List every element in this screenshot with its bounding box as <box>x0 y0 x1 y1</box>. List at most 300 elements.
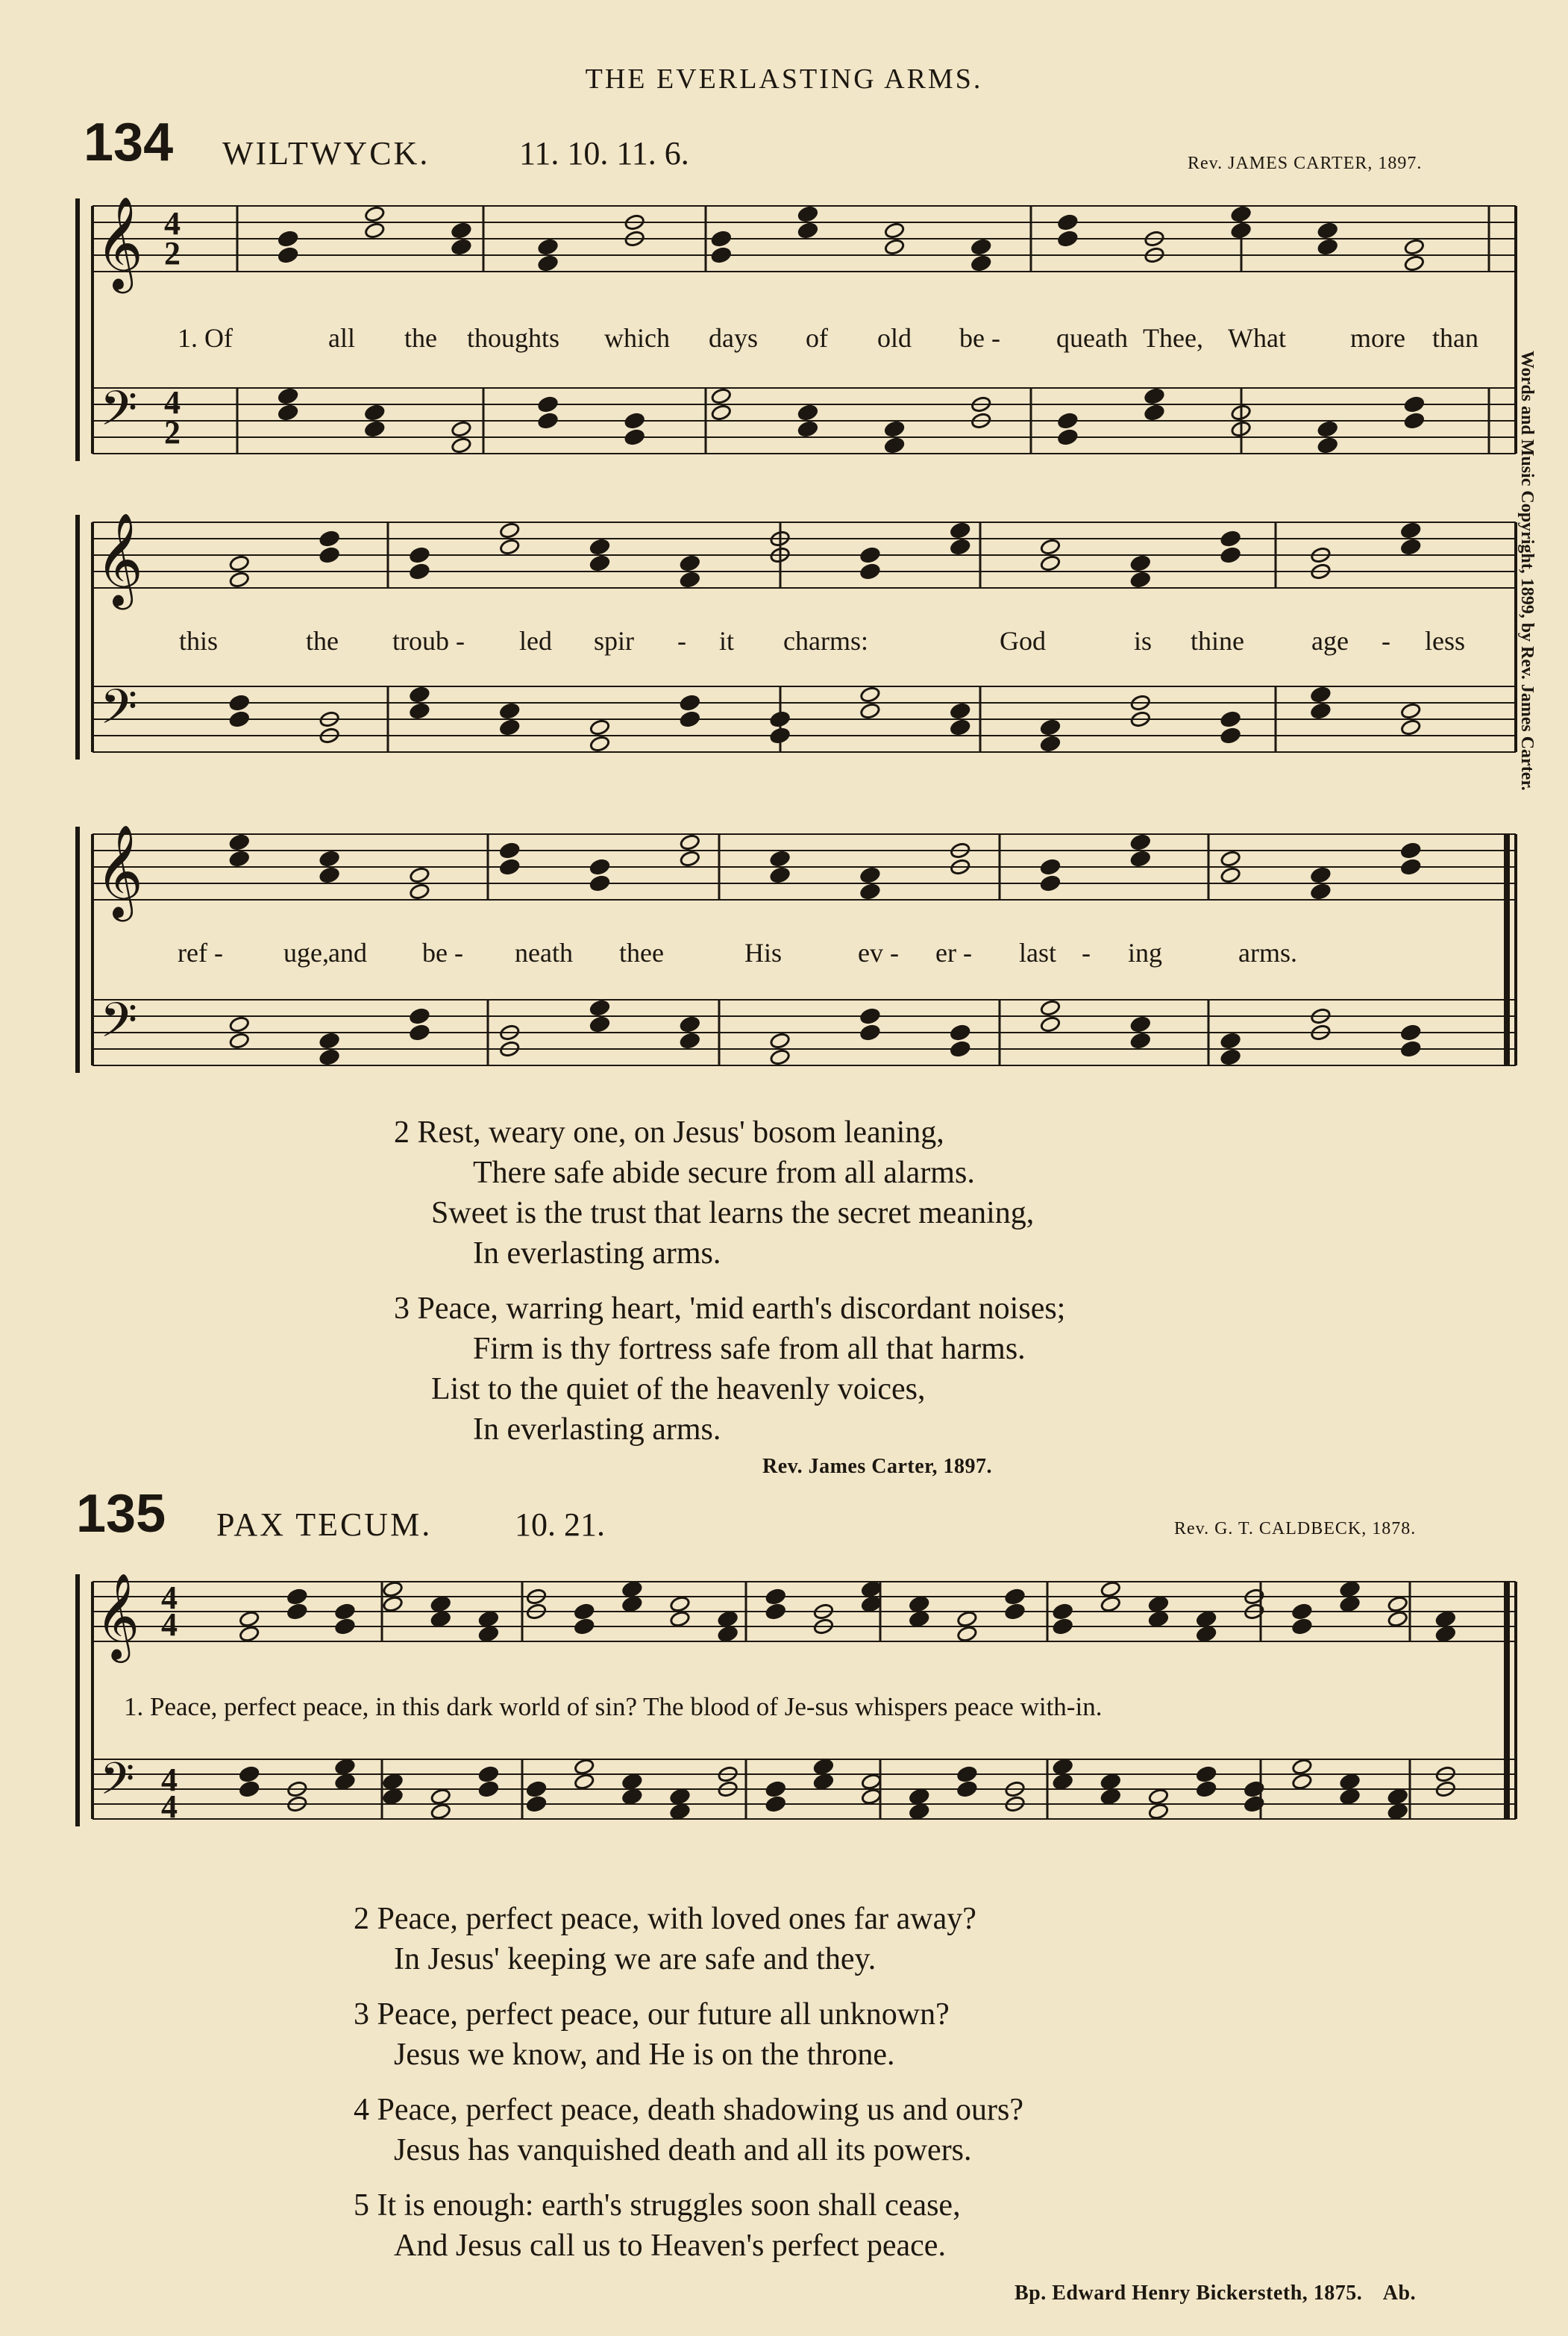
note-head <box>319 1032 340 1049</box>
lyric-syllable: of <box>806 323 828 353</box>
note-head <box>711 404 732 421</box>
note-head <box>770 850 791 867</box>
verse-line: Sweet is the trust that learns the secret meaning, <box>431 1196 1035 1230</box>
note-head <box>286 1588 307 1605</box>
note-head <box>478 1610 499 1627</box>
hymn-134-tune: WILTWYCK. <box>222 135 430 172</box>
note-head <box>1400 1040 1421 1057</box>
verse-line: 3 Peace, perfect peace, our future all unknown? <box>354 1997 950 2032</box>
note-head <box>499 538 520 555</box>
note-head <box>970 254 991 272</box>
verse-line: In Jesus' keeping we are safe and they. <box>394 1942 876 1976</box>
lyric-syllable: ing <box>1128 938 1163 968</box>
note-head <box>1340 1580 1361 1597</box>
note-head <box>711 387 732 404</box>
note-head <box>1130 1015 1151 1033</box>
verse-line: And Jesus call us to Heaven's perfect peace. <box>394 2229 946 2263</box>
lyric-syllable: is <box>1134 626 1153 656</box>
treble-clef: 𝄞 <box>95 196 143 289</box>
lyric-syllable: old <box>877 323 912 353</box>
note-head <box>526 1795 547 1812</box>
note-head <box>1148 1610 1169 1627</box>
note-head <box>334 1773 355 1790</box>
lyric-syllable: led <box>519 626 552 656</box>
note-head <box>909 1610 929 1627</box>
note-head <box>1231 222 1252 239</box>
note-head <box>478 1625 499 1642</box>
note-head <box>430 1788 451 1805</box>
lyric-syllable: all <box>328 323 355 353</box>
note-head <box>624 412 645 429</box>
lyric-syllable: it <box>719 626 735 656</box>
lyric-syllable: queath <box>1056 323 1128 353</box>
note-head <box>538 254 559 272</box>
note-head <box>239 1765 260 1782</box>
note-head <box>718 1625 738 1642</box>
note-head <box>1100 1595 1121 1612</box>
note-head <box>1310 883 1331 900</box>
note-head <box>589 874 610 892</box>
lyric-syllable: days <box>709 323 758 353</box>
note-head <box>909 1788 929 1805</box>
note-head <box>669 1788 690 1805</box>
note-head <box>229 1015 250 1033</box>
note-head <box>1404 395 1425 413</box>
bass-clef: 𝄢 <box>100 1753 135 1815</box>
note-head <box>229 554 250 572</box>
time-sig-bottom: 4 <box>161 1606 178 1643</box>
note-head <box>538 395 559 413</box>
bass-clef: 𝄢 <box>100 381 138 448</box>
note-head <box>383 1788 404 1805</box>
note-head <box>1317 436 1338 454</box>
note-head <box>1400 702 1421 719</box>
note-head <box>797 420 818 437</box>
note-head <box>861 1580 882 1597</box>
note-head <box>621 1773 642 1790</box>
hymn-135-number: 135 <box>76 1484 166 1544</box>
hymn-135-tune: PAX TECUM. <box>216 1506 433 1543</box>
note-head <box>409 686 430 703</box>
lyric-syllable: thee <box>619 938 664 968</box>
hymn-134-time-sig-treble <box>164 205 181 272</box>
note-head <box>589 718 610 736</box>
verse-line: Jesus has vanquished death and all its powers. <box>394 2133 972 2167</box>
note-head <box>499 842 520 859</box>
lyric-syllable: spir <box>594 626 634 656</box>
note-head <box>334 1758 355 1775</box>
note-head <box>1291 1758 1312 1775</box>
note-head <box>1220 710 1241 727</box>
note-head <box>364 222 385 239</box>
note-head <box>859 546 880 563</box>
note-head <box>1400 1024 1421 1041</box>
note-head <box>277 387 298 404</box>
lyric-syllable: less <box>1425 626 1465 656</box>
note-head <box>229 571 250 588</box>
note-head <box>861 1788 882 1805</box>
note-head <box>286 1603 307 1620</box>
verse-line: 3 Peace, warring heart, 'mid earth's discordant noises; <box>394 1291 1066 1326</box>
note-head <box>1400 842 1421 859</box>
note-head <box>680 1015 700 1033</box>
note-head <box>1057 412 1078 429</box>
verse-line: Jesus we know, and He is on the throne. <box>394 2038 895 2072</box>
note-head <box>956 1765 977 1782</box>
note-head <box>1291 1603 1312 1620</box>
note-head <box>1040 538 1061 555</box>
note-head <box>1400 718 1421 736</box>
hymn-135-time-sig-treble <box>161 1579 178 1643</box>
note-head <box>1435 1610 1456 1627</box>
lyric-syllable: - <box>1382 626 1390 656</box>
note-head <box>621 1788 642 1805</box>
note-head <box>770 710 791 727</box>
note-head <box>770 866 791 883</box>
note-head <box>1130 850 1151 867</box>
note-head <box>859 686 880 703</box>
note-head <box>229 694 250 711</box>
note-head <box>1148 1595 1169 1612</box>
note-head <box>319 546 340 563</box>
note-head <box>589 999 610 1016</box>
note-head <box>229 1032 250 1049</box>
note-head <box>1220 1048 1241 1065</box>
note-head <box>430 1595 451 1612</box>
note-head <box>229 710 250 727</box>
note-head <box>589 735 610 752</box>
note-head <box>1387 1595 1408 1612</box>
note-head <box>1340 1788 1361 1805</box>
note-head <box>409 883 430 900</box>
note-head <box>574 1603 595 1620</box>
hymn-135-meter: 10. 21. <box>515 1506 605 1543</box>
note-head <box>409 1024 430 1041</box>
note-head <box>451 238 471 255</box>
lyric-syllable: uge, <box>283 938 329 968</box>
note-head <box>589 554 610 572</box>
note-head <box>797 404 818 421</box>
note-head <box>383 1580 404 1597</box>
lyric-syllable: - <box>677 626 686 656</box>
time-sig-top: 4 <box>161 1762 178 1798</box>
note-head <box>1387 1788 1408 1805</box>
note-head <box>277 246 298 263</box>
note-head <box>1400 522 1421 539</box>
note-head <box>1130 571 1151 588</box>
note-head <box>1387 1610 1408 1627</box>
note-head <box>451 436 471 454</box>
note-head <box>950 1040 970 1057</box>
note-head <box>1053 1758 1073 1775</box>
note-head <box>1100 1788 1121 1805</box>
note-head <box>797 222 818 239</box>
lyric-syllable: neath <box>515 938 573 968</box>
bass-clef: 𝄢 <box>100 993 138 1060</box>
note-head <box>409 702 430 719</box>
hymn-135-time-sig-bass <box>161 1762 178 1825</box>
verse-line: Firm is thy fortress safe from all that harms. <box>473 1332 1026 1366</box>
note-head <box>680 694 700 711</box>
note-head <box>364 205 385 222</box>
note-head <box>884 420 905 437</box>
verse-line: List to the quiet of the heavenly voices, <box>431 1372 926 1406</box>
note-head <box>797 205 818 222</box>
lyric-syllable: God <box>1000 626 1046 656</box>
note-head <box>478 1765 499 1782</box>
note-head <box>669 1803 690 1820</box>
note-head <box>319 1048 340 1065</box>
lyric-syllable: and <box>328 938 367 968</box>
note-head <box>1435 1625 1456 1642</box>
note-head <box>624 428 645 445</box>
lyric-syllable: thine <box>1191 626 1244 656</box>
treble-clef: 𝄞 <box>95 824 143 918</box>
note-head <box>1100 1580 1121 1597</box>
note-head <box>1053 1773 1073 1790</box>
lyric-syllable: Thee, <box>1143 323 1203 353</box>
note-head <box>1057 230 1078 247</box>
lyric-syllable: be - <box>959 323 1000 353</box>
lyric-syllable: the <box>404 323 437 353</box>
note-head <box>859 883 880 900</box>
note-head <box>1040 858 1061 875</box>
hymn-134-meter: 11. 10. 11. 6. <box>519 135 689 172</box>
note-head <box>1400 538 1421 555</box>
note-head <box>765 1588 786 1605</box>
note-head <box>1040 735 1061 752</box>
note-head <box>950 538 970 555</box>
note-head <box>589 858 610 875</box>
lyric-syllable: be - <box>422 938 463 968</box>
time-sig-top: 4 <box>164 205 181 242</box>
note-head <box>229 833 250 851</box>
note-head <box>1404 412 1425 429</box>
note-head <box>334 1603 355 1620</box>
note-head <box>1196 1610 1217 1627</box>
hymn-134-number: 134 <box>84 113 174 172</box>
note-head <box>1100 1773 1121 1790</box>
lyric-syllable: arms. <box>1238 938 1297 968</box>
note-head <box>1220 1032 1241 1049</box>
note-head <box>478 1780 499 1797</box>
note-head <box>765 1780 786 1797</box>
note-head <box>770 1032 791 1049</box>
time-sig-top: 4 <box>161 1579 178 1616</box>
note-head <box>589 1015 610 1033</box>
note-head <box>1317 420 1338 437</box>
verse-line: 4 Peace, perfect peace, death shadowing us and ours? <box>354 2093 1023 2127</box>
note-head <box>1310 866 1331 883</box>
lyric-syllable: er - <box>935 938 972 968</box>
lyric-syllable: than <box>1432 323 1478 353</box>
hymn-135-author-suffix: Ab. <box>1382 2282 1417 2305</box>
note-head <box>1040 554 1061 572</box>
verse-line: In everlasting arms. <box>473 1412 721 1447</box>
note-head <box>718 1610 738 1627</box>
note-head <box>1148 1803 1169 1820</box>
lyric-syllable: troub - <box>392 626 465 656</box>
note-head <box>1404 238 1425 255</box>
note-head <box>451 420 471 437</box>
note-head <box>909 1803 929 1820</box>
note-head <box>765 1795 786 1812</box>
note-head <box>574 1758 595 1775</box>
lyric-syllable: His <box>744 938 783 968</box>
treble-clef: 𝄞 <box>95 513 143 606</box>
note-head <box>319 530 340 547</box>
note-head <box>1220 727 1241 744</box>
lyric-syllable: last <box>1019 938 1056 968</box>
note-head <box>1130 1032 1151 1049</box>
note-head <box>1040 999 1061 1016</box>
note-head <box>956 1780 977 1797</box>
verse-line: 2 Rest, weary one, on Jesus' bosom leaning, <box>394 1115 944 1150</box>
bass-clef: 𝄢 <box>100 680 138 747</box>
verse-line: In everlasting arms. <box>473 1236 721 1271</box>
note-head <box>884 222 905 239</box>
note-head <box>1005 1603 1026 1620</box>
treble-clef: 𝄞 <box>95 1572 140 1659</box>
lyric-syllable: this <box>179 626 219 656</box>
note-head <box>765 1603 786 1620</box>
time-sig-bottom: 2 <box>164 414 181 451</box>
note-head <box>1387 1803 1408 1820</box>
lyric-syllable: ref - <box>178 938 223 968</box>
note-head <box>1148 1788 1169 1805</box>
note-head <box>1005 1588 1026 1605</box>
note-head <box>334 1618 355 1635</box>
note-head <box>1220 546 1241 563</box>
note-head <box>861 1773 882 1790</box>
note-head <box>1040 874 1061 892</box>
note-head <box>859 563 880 580</box>
note-head <box>409 563 430 580</box>
lyric-syllable: 1. Of <box>178 323 233 353</box>
time-sig-bottom: 4 <box>161 1788 178 1825</box>
note-head <box>538 238 559 255</box>
note-head <box>813 1773 834 1790</box>
running-head: THE EVERLASTING ARMS. <box>585 63 983 95</box>
note-head <box>1196 1625 1217 1642</box>
note-head <box>1310 702 1331 719</box>
lyric-syllable: What <box>1228 323 1286 353</box>
note-head <box>499 718 520 736</box>
note-head <box>499 522 520 539</box>
note-head <box>499 702 520 719</box>
lyric-syllable: age <box>1311 626 1349 656</box>
verse-line: 2 Peace, perfect peace, with loved ones far away? <box>354 1902 976 1936</box>
lyric-syllable: more <box>1350 323 1405 353</box>
note-head <box>364 404 385 421</box>
note-head <box>950 522 970 539</box>
note-head <box>621 1580 642 1597</box>
note-head <box>451 222 471 239</box>
note-head <box>956 1610 977 1627</box>
note-head <box>680 1032 700 1049</box>
note-head <box>1231 205 1252 222</box>
note-head <box>813 1758 834 1775</box>
note-head <box>383 1773 404 1790</box>
note-head <box>1404 254 1425 272</box>
note-head <box>1144 387 1164 404</box>
note-head <box>1040 718 1061 736</box>
note-head <box>1220 850 1241 867</box>
note-head <box>680 554 700 572</box>
note-head <box>1340 1595 1361 1612</box>
note-head <box>409 546 430 563</box>
note-head <box>319 850 340 867</box>
note-head <box>909 1595 929 1612</box>
note-head <box>770 1048 791 1065</box>
lyric-syllable: which <box>604 323 670 353</box>
time-sig-top: 4 <box>164 384 181 421</box>
lyric-syllable: charms: <box>783 626 868 656</box>
hymn-134-time-sig-bass <box>164 384 181 451</box>
note-head <box>1196 1780 1217 1797</box>
note-head <box>574 1773 595 1790</box>
note-head <box>1057 428 1078 445</box>
note-head <box>861 1595 882 1612</box>
note-head <box>970 238 991 255</box>
note-head <box>319 866 340 883</box>
note-head <box>1144 404 1164 421</box>
hymn-134-author: Rev. James Carter, 1897. <box>762 1455 993 1478</box>
note-head <box>538 412 559 429</box>
note-head <box>950 1024 970 1041</box>
note-head <box>621 1595 642 1612</box>
hymn-135-composer: Rev. G. T. CALDBECK, 1878. <box>1174 1519 1417 1538</box>
note-head <box>239 1780 260 1797</box>
lyric-syllable: thoughts <box>467 323 560 353</box>
note-head <box>1310 686 1331 703</box>
note-head <box>711 230 732 247</box>
note-head <box>859 866 880 883</box>
note-head <box>884 238 905 255</box>
hymn-135-author-name: Bp. Edward Henry Bickersteth, 1875. <box>1015 2282 1363 2305</box>
note-head <box>680 710 700 727</box>
note-head <box>680 850 700 867</box>
note-head <box>950 718 970 736</box>
hymn-135-author <box>1015 2282 1416 2305</box>
note-head <box>409 866 430 883</box>
hymn-134-composer: Rev. JAMES CARTER, 1897. <box>1188 154 1423 173</box>
note-head <box>950 702 970 719</box>
hymn-135-lyric: 1. Peace, perfect peace, in this dark world of sin? The blood of Je-sus whispers peace with-in. <box>124 1692 1103 1721</box>
note-head <box>1057 213 1078 231</box>
note-head <box>589 538 610 555</box>
note-head <box>680 571 700 588</box>
note-head <box>669 1595 690 1612</box>
note-head <box>680 833 700 851</box>
note-head <box>229 850 250 867</box>
lyric-syllable: - <box>1082 938 1091 968</box>
note-head <box>1317 222 1338 239</box>
note-head <box>884 436 905 454</box>
note-head <box>1220 866 1241 883</box>
note-head <box>1053 1618 1073 1635</box>
lyric-syllable: the <box>306 626 339 656</box>
note-head <box>1291 1773 1312 1790</box>
note-head <box>364 420 385 437</box>
note-head <box>1130 833 1151 851</box>
note-head <box>574 1618 595 1635</box>
note-head <box>239 1625 260 1642</box>
note-head <box>1317 238 1338 255</box>
note-head <box>859 1007 880 1024</box>
note-head <box>383 1595 404 1612</box>
note-head <box>277 230 298 247</box>
